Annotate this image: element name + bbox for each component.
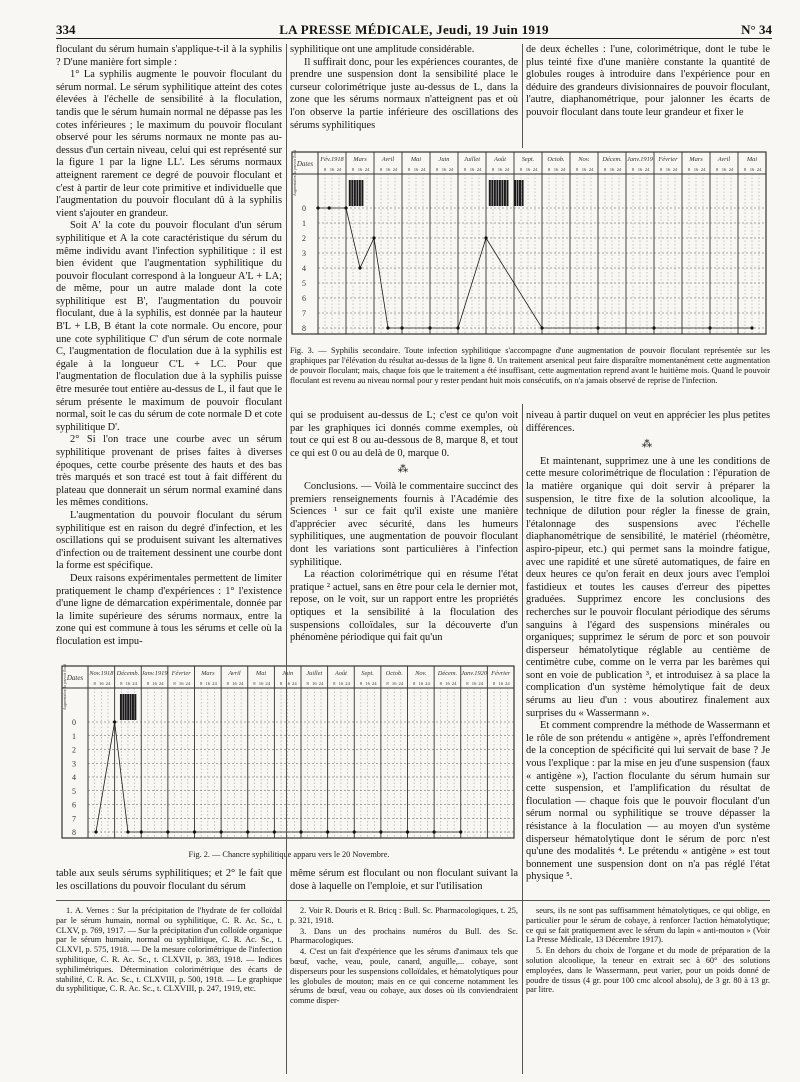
week-tick-label: 16: [178, 681, 184, 686]
treatment-bar: [122, 694, 124, 720]
figure-3: [290, 150, 770, 340]
section-separator: ⁂: [397, 464, 411, 476]
week-tick-label: 16: [693, 167, 699, 172]
week-tick-label: 8: [435, 167, 439, 172]
data-point: [358, 266, 361, 269]
week-tick-label: 8: [333, 681, 336, 686]
week-tick-label: 8: [492, 681, 496, 686]
week-tick-label: 8: [439, 681, 442, 686]
footnote-rule: [56, 900, 770, 901]
data-point: [456, 326, 459, 329]
paragraph: syphilitique ont une amplitude considérable.: [290, 44, 475, 55]
data-point: [94, 830, 97, 833]
week-tick-label: 24: [532, 167, 538, 172]
month-label: Juillet: [464, 156, 480, 163]
month-label: Avril: [228, 670, 241, 677]
week-tick-label: 8: [743, 167, 747, 172]
treatment-bar: [504, 180, 506, 206]
treatment-bar: [132, 694, 134, 720]
week-tick-label: 24: [185, 681, 191, 686]
week-tick-label: 8: [351, 167, 355, 172]
week-tick-label: 24: [292, 681, 297, 686]
week-tick-label: 24: [425, 681, 430, 686]
y-tick-label: 4: [72, 773, 76, 782]
week-tick-label: 8: [715, 167, 719, 172]
week-tick-label: 16: [445, 681, 450, 686]
month-label: Mai: [410, 156, 422, 163]
week-tick-label: 16: [125, 681, 131, 686]
week-tick-label: 8: [279, 681, 283, 686]
week-tick-label: 8: [575, 167, 579, 172]
week-tick-label: 24: [756, 167, 762, 172]
paragraph: niveau à partir duquel on veut en apprécier les plus petites différences.: [526, 410, 770, 434]
fig2-chart: [60, 664, 518, 844]
column-2-middle-text: [290, 410, 518, 650]
data-point: [299, 830, 302, 833]
paragraph: Conclusions. — Voilà le commentaire succinct des premiers renseignements fournis à l'Académie des Sciences ¹ sur ce fait qu'il existe une manière d'apprécier avec sécurité, dans les humeurs syphilitiques, une augmentation de pouvoir floculant dont les variations sont particulières à l'infection syphilitique.: [290, 480, 518, 568]
week-tick-label: 16: [152, 681, 157, 686]
week-tick-label: 24: [392, 167, 398, 172]
y-tick-label: 2: [302, 234, 306, 243]
week-tick-label: 24: [158, 681, 164, 686]
week-tick-label: 16: [329, 167, 335, 172]
week-tick-label: 8: [386, 681, 389, 686]
month-label: Décem.: [602, 156, 622, 163]
month-label: Nov.: [415, 670, 427, 677]
issue-number: N° 34: [741, 22, 772, 37]
data-point: [113, 720, 116, 723]
week-tick-label: 24: [265, 681, 271, 686]
week-tick-label: 8: [306, 681, 309, 686]
week-tick-label: 24: [132, 681, 137, 686]
month-label: Février: [491, 670, 511, 677]
month-label: Mars: [689, 156, 703, 163]
month-label: Février: [171, 670, 191, 677]
month-label: Sept.: [361, 670, 374, 677]
y-tick-label: 6: [72, 800, 76, 810]
data-point: [379, 830, 382, 833]
week-tick-label: 24: [318, 681, 324, 686]
data-point: [316, 206, 319, 209]
week-tick-label: 8: [226, 681, 229, 686]
treatment-bar: [489, 180, 491, 206]
data-point: [372, 236, 375, 239]
treatment-bar: [130, 694, 132, 720]
y-tick-label: 5: [302, 279, 306, 288]
month-label: Mars: [353, 156, 367, 163]
week-tick-label: 24: [505, 681, 510, 686]
week-tick-label: 16: [232, 681, 237, 686]
week-tick-label: 16: [637, 167, 643, 172]
treatment-bar: [120, 694, 122, 720]
week-tick-label: 24: [364, 167, 370, 172]
week-tick-label: 16: [441, 167, 447, 172]
month-label: Octob.: [385, 670, 403, 677]
treatment-bar: [496, 180, 498, 206]
paragraph: L'augmentation du pouvoir floculant du sérum syphilitique est en raison du degré d'infection, et les oscillations qui se produisent suivant les alternatives d'infection ou de traitement dessinent une courbe dont la forme est spécifique.: [56, 509, 282, 572]
treatment-bar: [517, 180, 519, 206]
week-tick-label: 16: [525, 167, 531, 172]
treatment-bar: [356, 180, 358, 206]
week-tick-label: 16: [338, 681, 344, 686]
data-point: [328, 206, 331, 209]
paragraph: Deux raisons expérimentales permettent de limiter pratiquement le champ d'expériences : 1° l'existence d'une ligne de démarcation expérimentale, donnée par la limite supérieure des sérums normaux, entre la zone qui est commune à tous les sérums et celle où la floculation est impu-: [56, 572, 282, 647]
y-tick-label: 3: [302, 249, 306, 258]
footnote: 1. A. Vernes : Sur la précipitation de l'hydrate de fer colloïdal par le sérum humain, normal ou syphilitique, C. R. Ac. Sc., t. CLXV, p. 769, 1917. — Sur la précipitation d'un colloïde organique par le sérum humain, normal ou syphilitique, C. R. Ac. Sc., t. CLXVI, p. 575, 1918. — De la mesure colorimétrique de l'infection syphilitique, C. R. Ac. Sc., t. CLXVII, p. 383, 1918. — Indices syphilimétriques. Détermination colorimétrique des écarts de stabilité, C. R. Ac. Sc., t. CLXVIII, p. 500, 1918. — Le graphique du syphilitique, C. R. Ac. Sc., t. CLXVIII, p. 247, 1919, etc.: [56, 906, 282, 994]
week-tick-label: 16: [258, 681, 264, 686]
paragraph: table aux seuls sérums syphilitiques; et 2° le fait que les oscillations du pouvoir floculant du sérum: [56, 868, 282, 892]
data-point: [140, 830, 143, 833]
month-label: Fév.1918: [320, 156, 344, 163]
data-point: [540, 326, 543, 329]
week-tick-label: 8: [253, 681, 256, 686]
series-line: [96, 722, 461, 832]
week-tick-label: 8: [547, 167, 551, 172]
data-point: [433, 830, 436, 833]
y-tick-label: 1: [302, 219, 306, 228]
data-point: [344, 206, 347, 209]
footnote: 2. Voir R. Douris et R. Bricq : Bull. Sc. Pharmacologiques, t. 25, p. 321, 1918.: [290, 906, 518, 925]
month-label: Juin: [438, 156, 450, 163]
month-label: Mai: [255, 670, 267, 677]
month-label: Août: [334, 670, 347, 677]
data-point: [428, 326, 431, 329]
footnote: 4. C'est un fait d'expérience que les sérums d'animaux tels que bœuf, vache, veau, poule, canard, anguille,... cobaye, sont disperseurs pour les suspensions colloïdales, et hématolytiques pour les globules de mouton; mais en ce qui concerne notamment les sérums de bœuf, veau ou cobaye, aux doses où ils conviendraient comme disper-: [290, 947, 518, 1006]
y-axis-label: Augmentation du pouvoir floculant: [293, 150, 297, 196]
footnote: 3. Dans un des prochains numéros du Bull. des Sc. Pharmacologiques.: [290, 926, 518, 946]
week-tick-label: 8: [519, 167, 523, 172]
week-tick-label: 8: [146, 681, 150, 686]
week-tick-label: 16: [609, 167, 615, 172]
month-label: Nov.: [578, 156, 590, 163]
week-tick-label: 8: [687, 167, 691, 172]
data-point: [326, 830, 329, 833]
week-tick-label: 8: [659, 167, 663, 172]
week-tick-label: 16: [205, 681, 211, 686]
y-axis-label: Augmentation du pouvoir floculant: [63, 664, 67, 710]
data-point: [193, 830, 196, 833]
week-tick-label: 16: [365, 681, 370, 686]
footnotes-column-1: [56, 906, 282, 1076]
column-1-text: [56, 44, 282, 662]
column-2-top-text: [290, 44, 518, 144]
month-label: Juin: [282, 670, 294, 677]
page-number: 334: [56, 22, 76, 37]
x-axis-label: Dates: [66, 674, 84, 682]
month-label: Avril: [381, 156, 395, 163]
week-tick-label: 8: [631, 167, 635, 172]
week-tick-label: 16: [385, 167, 391, 172]
week-tick-label: 16: [99, 681, 104, 686]
week-tick-label: 8: [93, 681, 96, 686]
week-tick-label: 8: [413, 681, 416, 686]
data-point: [166, 830, 169, 833]
data-point: [246, 830, 249, 833]
data-point: [652, 326, 655, 329]
x-axis-label: Dates: [296, 160, 314, 168]
column-rule: [522, 44, 523, 148]
y-tick-label: 8: [302, 324, 306, 333]
footnote: 5. En dehors du choix de l'organe et du mode de préparation de la solution alcoolique, la teneur en extrait sec à 60° des solutions employées, dans le Wassermann, peut varier, pour un poids donné de poudre de tissus (4 gr. pour 100 cmc alcool absolu), de 3 gr. 80 à 13 gr. par litre.: [526, 946, 770, 995]
week-tick-label: 8: [463, 167, 467, 172]
week-tick-label: 16: [413, 167, 419, 172]
data-point: [126, 830, 129, 833]
week-tick-label: 24: [560, 167, 566, 172]
week-tick-label: 8: [200, 681, 203, 686]
week-tick-label: 8: [491, 167, 495, 172]
fig3-chart: [290, 150, 770, 340]
treatment-bar: [125, 694, 127, 720]
data-point: [484, 236, 487, 239]
treatment-bar: [354, 180, 356, 206]
week-tick-label: 8: [173, 681, 176, 686]
fig2-caption: Fig. 2. — Chancre syphilitique apparu vers le 20 Novembre.: [188, 850, 390, 859]
treatment-bar: [519, 180, 521, 206]
week-tick-label: 16: [471, 681, 477, 686]
column-1-bottom-text: [56, 868, 282, 896]
paragraph: de deux échelles : l'une, colorimétrique, dont le tube le plus teinté fixe d'une manière constante la quantité de globules rouges à introduire dans l'expérience pour en déduire des grandeurs divisionnaires de pouvoir floculant, l'autre, diaphanométrique, pour jalonner les écarts de pouvoir floculant dans toute leur grandeur et fixer le: [526, 44, 770, 118]
y-tick-label: 4: [302, 264, 306, 273]
y-tick-label: 7: [72, 814, 76, 824]
y-tick-label: 8: [72, 828, 76, 837]
week-tick-label: 24: [345, 681, 350, 686]
week-tick-label: 16: [581, 167, 587, 172]
month-label: Août: [493, 156, 507, 163]
week-tick-label: 24: [644, 167, 650, 172]
month-label: Sept.: [521, 156, 535, 163]
data-point: [220, 830, 223, 833]
figure-2: [60, 664, 518, 844]
week-tick-label: 24: [700, 167, 706, 172]
week-tick-label: 24: [105, 681, 111, 686]
month-label: Octob.: [547, 156, 565, 163]
week-tick-label: 8: [120, 681, 123, 686]
treatment-bar: [501, 180, 503, 206]
journal-title: LA PRESSE MÉDICALE, Jeudi, 19 Juin 1919: [279, 22, 549, 37]
paragraph: même sérum est floculant ou non floculant suivant la dose à laquelle on l'emploie, et sur l'utilisation: [290, 868, 518, 892]
data-point: [750, 326, 753, 329]
week-tick-label: 24: [588, 167, 594, 172]
section-separator: ⁂: [641, 439, 655, 451]
paragraph: floculant du sérum humain s'applique-t-il à la syphilis ? D'une manière fort simple :: [56, 44, 282, 68]
week-tick-label: 24: [238, 681, 244, 686]
treatment-bar: [499, 180, 501, 206]
week-tick-label: 16: [665, 167, 671, 172]
y-tick-label: 1: [72, 731, 76, 741]
paragraph: qui se produisent au-dessus de L; c'est ce qu'on voit par les graphiques ici donnés comme exemples, où tout ce qui est 8 ou au-dessous de 8, marque 8, et tout ce qui est 0 ou au delà de 0, marque 0.: [290, 410, 518, 459]
week-tick-label: 24: [728, 167, 734, 172]
week-tick-label: 16: [497, 167, 503, 172]
week-tick-label: 16: [469, 167, 475, 172]
paragraph: Et comment comprendre la méthode de Wassermann et le rôle de son prétendu « antigène », après l'effondrement de la conception de spécificité qui lui servait de base ? Je vous l'explique : par la mise en jeu d'une suspension (faux « antigène »), l'action floculante du sérum humain sur cette suspension, et l'amplification du résultat de floculation — chaque fois que le pouvoir floculant d'un sérum normal ou syphilitique se trouve dépasser la résistance à la floculation — au moyen d'un système disperseur hématolytique dont le sérum de porc n'est qu'une des modalités ⁴. Le prétendu « antigène » est tout bonnement une suspension dont on n'a pas réglé l'état physique ⁵.: [526, 720, 770, 883]
column-3-middle-text: [526, 410, 770, 892]
week-tick-label: 24: [504, 167, 510, 172]
month-label: Janv.1919: [141, 670, 168, 677]
month-label: Mars: [201, 670, 215, 677]
week-tick-label: 16: [357, 167, 363, 172]
week-tick-label: 8: [603, 167, 607, 172]
month-label: Janv.1919: [627, 156, 653, 163]
data-point: [596, 326, 599, 329]
week-tick-label: 24: [420, 167, 426, 172]
week-tick-label: 24: [448, 167, 454, 172]
treatment-bar: [506, 180, 508, 206]
column-rule: [286, 44, 287, 1074]
data-point: [708, 326, 711, 329]
week-tick-label: 16: [553, 167, 559, 172]
data-point: [406, 830, 409, 833]
week-tick-label: 8: [323, 167, 327, 172]
week-tick-label: 24: [371, 681, 377, 686]
week-tick-label: 16: [418, 681, 424, 686]
y-tick-label: 0: [302, 204, 306, 213]
column-rule: [522, 404, 523, 1074]
paragraph: Et maintenant, supprimez une à une les conditions de cette mesure colorimétrique de floculation : l'épuration de la matière organique qui doit servir à préparer la suspension, le titre fixe de la solution alcoolique, la technique de dilution pour régler la finesse de grain, l'étalonnage des suspensions avec l'échelle diaphanométrique de sensibilité, le matériel (rhéomètre, aspiro-pipeur, etc.) qui permet sans la moindre fatigue, avec une rapidité et une sûreté automatiques, de faire en deux heures ce qu'on ferait en deux jours avec l'emploi fastidieux et toutes les causes d'erreur des pipettes graduées. Supprimez encore les conclusions des recherches sur le pouvoir floculant périodique des sérums sanguins à l'égard des suspensions minérales ou organiques; supprimez le sérum de porc et son pouvoir disperseur hématolytique réglable au centième de centimètre cube, comme on le verra par les barèmes qui sont en voie de publication ³, et introduisez à sa place la complication d'un système hémolytique fait de deux sérums au lieu d'un : vous aboutirez finalement aux surprises du « Wassermann ».: [526, 455, 770, 719]
column-2-bottom-text: [290, 868, 518, 896]
footnotes-column-3: [526, 906, 770, 1076]
week-tick-label: 16: [312, 681, 317, 686]
y-tick-label: 3: [72, 759, 76, 769]
data-point: [459, 830, 462, 833]
data-point: [353, 830, 356, 833]
week-tick-label: 24: [451, 681, 457, 686]
week-tick-label: 24: [478, 681, 484, 686]
week-tick-label: 24: [398, 681, 404, 686]
month-label: Décemb.: [116, 670, 140, 677]
month-label: Juillet: [306, 670, 323, 677]
treatment-bar: [359, 180, 361, 206]
y-tick-label: 0: [72, 718, 76, 727]
data-point: [273, 830, 276, 833]
month-label: Février: [658, 156, 678, 163]
week-tick-label: 16: [749, 167, 755, 172]
treatment-bar: [351, 180, 353, 206]
chart-frame: [62, 666, 514, 838]
treatment-bar: [522, 180, 524, 206]
y-tick-label: 7: [302, 309, 306, 318]
footnotes-column-2: [290, 906, 518, 1076]
treatment-bar: [127, 694, 129, 720]
week-tick-label: 24: [476, 167, 482, 172]
paragraph: 2° Si l'on trace une courbe avec un sérum syphilitique provenant de prises faites à diverses époques, cette courbe présente des hauts et des bas très marqués et son tracé est tout à fait différent du plateau que donnerait un sérum normal examiné dans les mêmes conditions.: [56, 434, 282, 509]
week-tick-label: 24: [212, 681, 217, 686]
paragraph: La réaction colorimétrique qui en résume l'état pratique ² actuel, sans en être pour cela le dernier mot, repose, on le voit, sur un rapport entre les propriétés optiques et la sensibilité à la floculation des suspensions colloïdales, sur la découverte d'un phénomène périodique qui fait qu'un: [290, 569, 518, 644]
data-point: [386, 326, 389, 329]
week-tick-label: 16: [498, 681, 503, 686]
running-header: [56, 22, 772, 39]
week-tick-label: 8: [359, 681, 363, 686]
footnote: seurs, ils ne sont pas suffisamment hématolytiques, ce qui oblige, en particulier pour le sérum de cobaye, à renforcer l'action hématolytique; ce qui se fait pratiquement avec le sérum du lapin « anti-mouton » (Voir La Presse Médicale, 13 Décembre 1917).: [526, 906, 770, 945]
data-point: [400, 326, 403, 329]
week-tick-label: 24: [672, 167, 678, 172]
treatment-bar: [134, 694, 136, 720]
treatment-bar: [361, 180, 363, 206]
treatment-bar: [494, 180, 496, 206]
paragraph: Il suffirait donc, pour les expériences courantes, de prendre une suspension dont la sensibilité place le curseur colorimétrique juste au-dessus de L, dans la zone que les sérums normaux n'atteignent pas et où l'on observe la partie inférieure des oscillations des sérums syphilitiques: [290, 56, 518, 131]
column-3-top-text: [526, 44, 770, 144]
week-tick-label: 24: [616, 167, 622, 172]
treatment-bar: [491, 180, 493, 206]
week-tick-label: 8: [379, 167, 383, 172]
week-tick-label: 8: [407, 167, 411, 172]
week-tick-label: 16: [721, 167, 727, 172]
y-tick-label: 2: [72, 745, 76, 755]
month-label: Janv.1920: [461, 670, 488, 677]
month-label: Mai: [746, 156, 758, 163]
month-label: Avril: [717, 156, 731, 163]
treatment-bar: [349, 180, 351, 206]
week-tick-label: 24: [336, 167, 342, 172]
week-tick-label: 16: [391, 681, 397, 686]
week-tick-label: 8: [466, 681, 469, 686]
month-label: Décem.: [437, 670, 458, 677]
paragraph: 1° La syphilis augmente le pouvoir floculant du sérum normal. Le sérum syphilitique atteint des cotes élevées à l'échelle de sensibilité à la floculation, tandis que le sérum humain normal ne dépasse pas les cotes inférieures ; le maximum du pouvoir floculant observé pour les sérums normaux ne monte pas au-dessus d'un certain niveau, celui qui est représenté sur la figure 1 par la ligne LL'. Les sérums normaux atteignent rarement ce degré de pouvoir floculant et c'est à partir de leur cote primitive et individuelle que l'augmentation du pouvoir floculant dû à la syphilis vient s'ajouter en grandeur.: [56, 69, 282, 219]
paragraph: Soit A' la cote du pouvoir floculant d'un sérum syphilitique et A la cote caractéristique du sérum du même individu avant l'infection syphilitique : il est bien évident que l'augmentation syphilitique du pouvoir floculant correspond à la longueur A'L + LA; de même, pour un autre malade dont la cote syphilitique est B', l'augmentation du pouvoir floculant, due à la syphilis, est donnée par la hauteur B'L + LB, B étant la cote normale. Ou encore, pour une cote syphilitique C' d'un sérum de cote normale C, l'augmentation de floculation due à la syphilis est égale à la longueur C'L + LC. Pour que l'augmentation de floculation due à la syphilis puisse être mesurée tout entière au-dessus de L, il faut que le sérum présente le maximum de pouvoir floculant normal, soit le cas du sérum de cote normale D et cote syphilitique D'.: [56, 220, 282, 433]
month-label: Nov.1918: [89, 670, 114, 677]
y-tick-label: 6: [302, 294, 306, 303]
treatment-bar: [514, 180, 516, 206]
fig3-caption: Fig. 3. — Syphilis secondaire. Toute infection syphilitique s'accompagne d'une augmentation de pouvoir floculant représentée sur les graphiques par l'élévation du résultat au-dessus de la ligne 8. Un traitement arsenical peut faire disparaître momentanément cette augmentation de pouvoir floculant; mais, chaque fois que le traitement a été insuffisant, cette augmentation reprend avant le huitième mois. Quand le pouvoir floculant est revenu au niveau normal pour y rester pendant huit mois consécutifs, on n'a jamais observé de reprise de l'infection.: [290, 346, 770, 385]
week-tick-label: 16: [285, 681, 290, 686]
y-tick-label: 5: [72, 786, 76, 796]
